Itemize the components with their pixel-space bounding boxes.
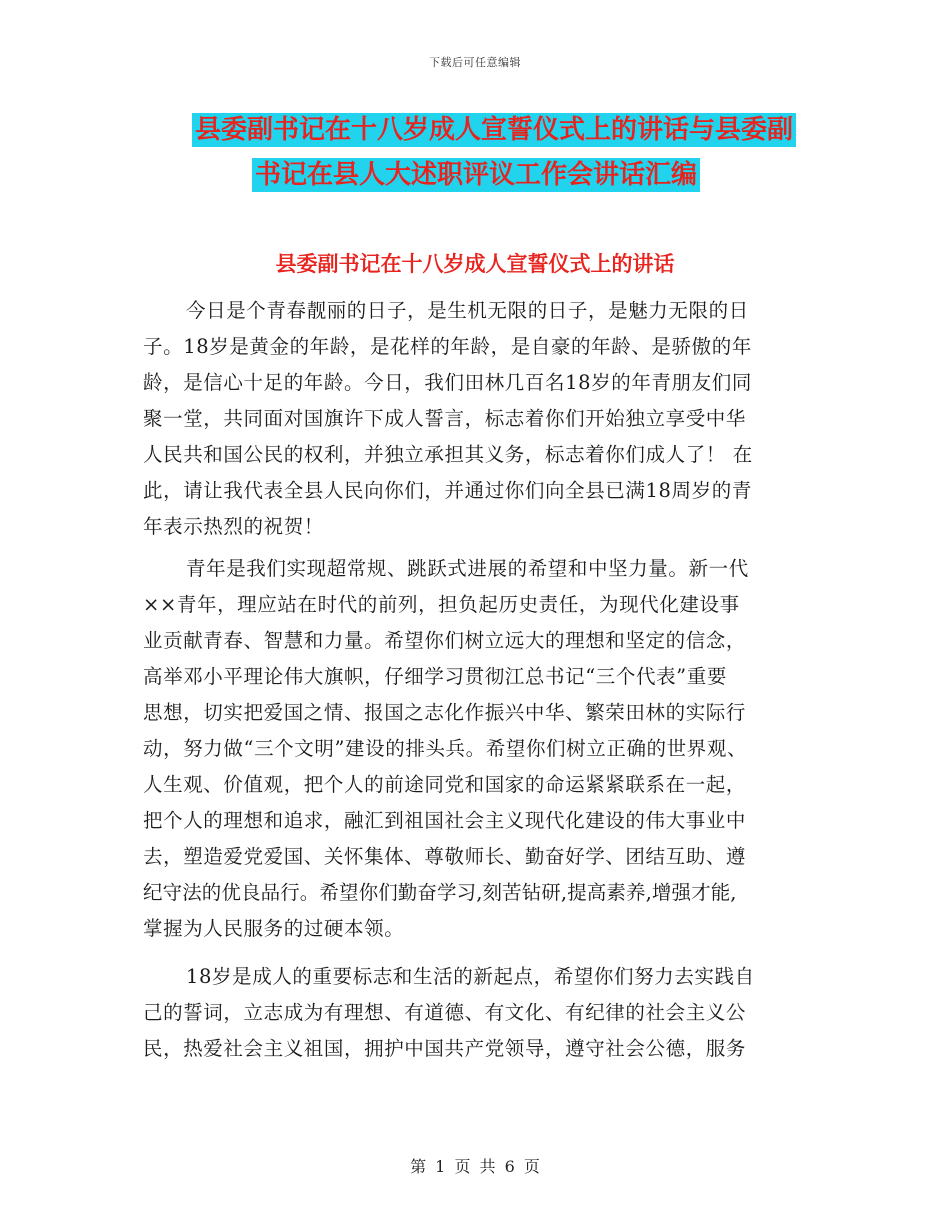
body-line: 纪守法的优良品行。希望你们勤奋学习,刻苦钻研,提高素养,增强才能, [143, 881, 737, 904]
body-line: 人民共和国公民的权利，并独立承担其义务，标志着你们成人了！ 在 [143, 443, 753, 466]
document-title-line-1: 县委副书记在十八岁成人宣誓仪式上的讲话与县委副 [192, 113, 796, 147]
body-line: 动，努力做“三个文明”建设的排头兵。希望你们树立正确的世界观、 [143, 737, 748, 760]
header-note: 下载后可任意编辑 [429, 56, 521, 69]
body-line: 去，塑造爱党爱国、关怀集体、尊敬师长、勤奋好学、团结互助、遵 [143, 845, 747, 868]
section-subtitle: 县委副书记在十八岁成人宣誓仪式上的讲话 [275, 252, 675, 276]
body-line: 青年是我们实现超常规、跳跃式进展的希望和中坚力量。新一代 [186, 557, 749, 580]
body-line: 业贡献青春、智慧和力量。希望你们树立远大的理想和坚定的信念， [143, 629, 747, 652]
page-number-footer: 第 1 页 共 6 页 [410, 1157, 540, 1176]
body-line: 聚一堂，共同面对国旗许下成人誓言，标志着你们开始独立享受中华 [143, 407, 747, 430]
body-line: 此，请让我代表全县人民向你们，并通过你们向全县已满18周岁的青 [143, 479, 752, 502]
body-line: 把个人的理想和追求，融汇到祖国社会主义现代化建设的伟大事业中 [143, 809, 747, 832]
body-line: 掌握为人民服务的过硬本领。 [143, 917, 405, 940]
body-line: ××青年，理应站在时代的前列，担负起历史责任，为现代化建设事 [143, 593, 740, 616]
body-line: 龄，是信心十足的年龄。今日，我们田林几百名18岁的年青朋友们同 [143, 371, 752, 394]
body-line: 高举邓小平理论伟大旗帜，仔细学习贯彻江总书记“三个代表”重要 [143, 665, 727, 688]
document-title-line-2: 书记在县人大述职评议工作会讲话汇编 [252, 158, 700, 192]
body-line: 18岁是成人的重要标志和生活的新起点，希望你们努力去实践自 [186, 965, 755, 988]
body-line: 人生观、价值观，把个人的前途同党和国家的命运紧紧联系在一起， [143, 773, 747, 796]
body-line: 己的誓词，立志成为有理想、有道德、有文化、有纪律的社会主义公 [143, 1001, 747, 1024]
body-line: 思想，切实把爱国之情、报国之志化作振兴中华、繁荣田林的实际行 [143, 701, 747, 724]
body-line: 今日是个青春靓丽的日子，是生机无限的日子，是魅力无限的日 [186, 299, 749, 322]
body-line: 民，热爱社会主义祖国，拥护中国共产党领导，遵守社会公德，服务 [143, 1037, 747, 1060]
body-line: 年表示热烈的祝贺！ [143, 515, 324, 538]
body-line: 子。18岁是黄金的年龄，是花样的年龄，是自豪的年龄、是骄傲的年 [143, 335, 752, 358]
